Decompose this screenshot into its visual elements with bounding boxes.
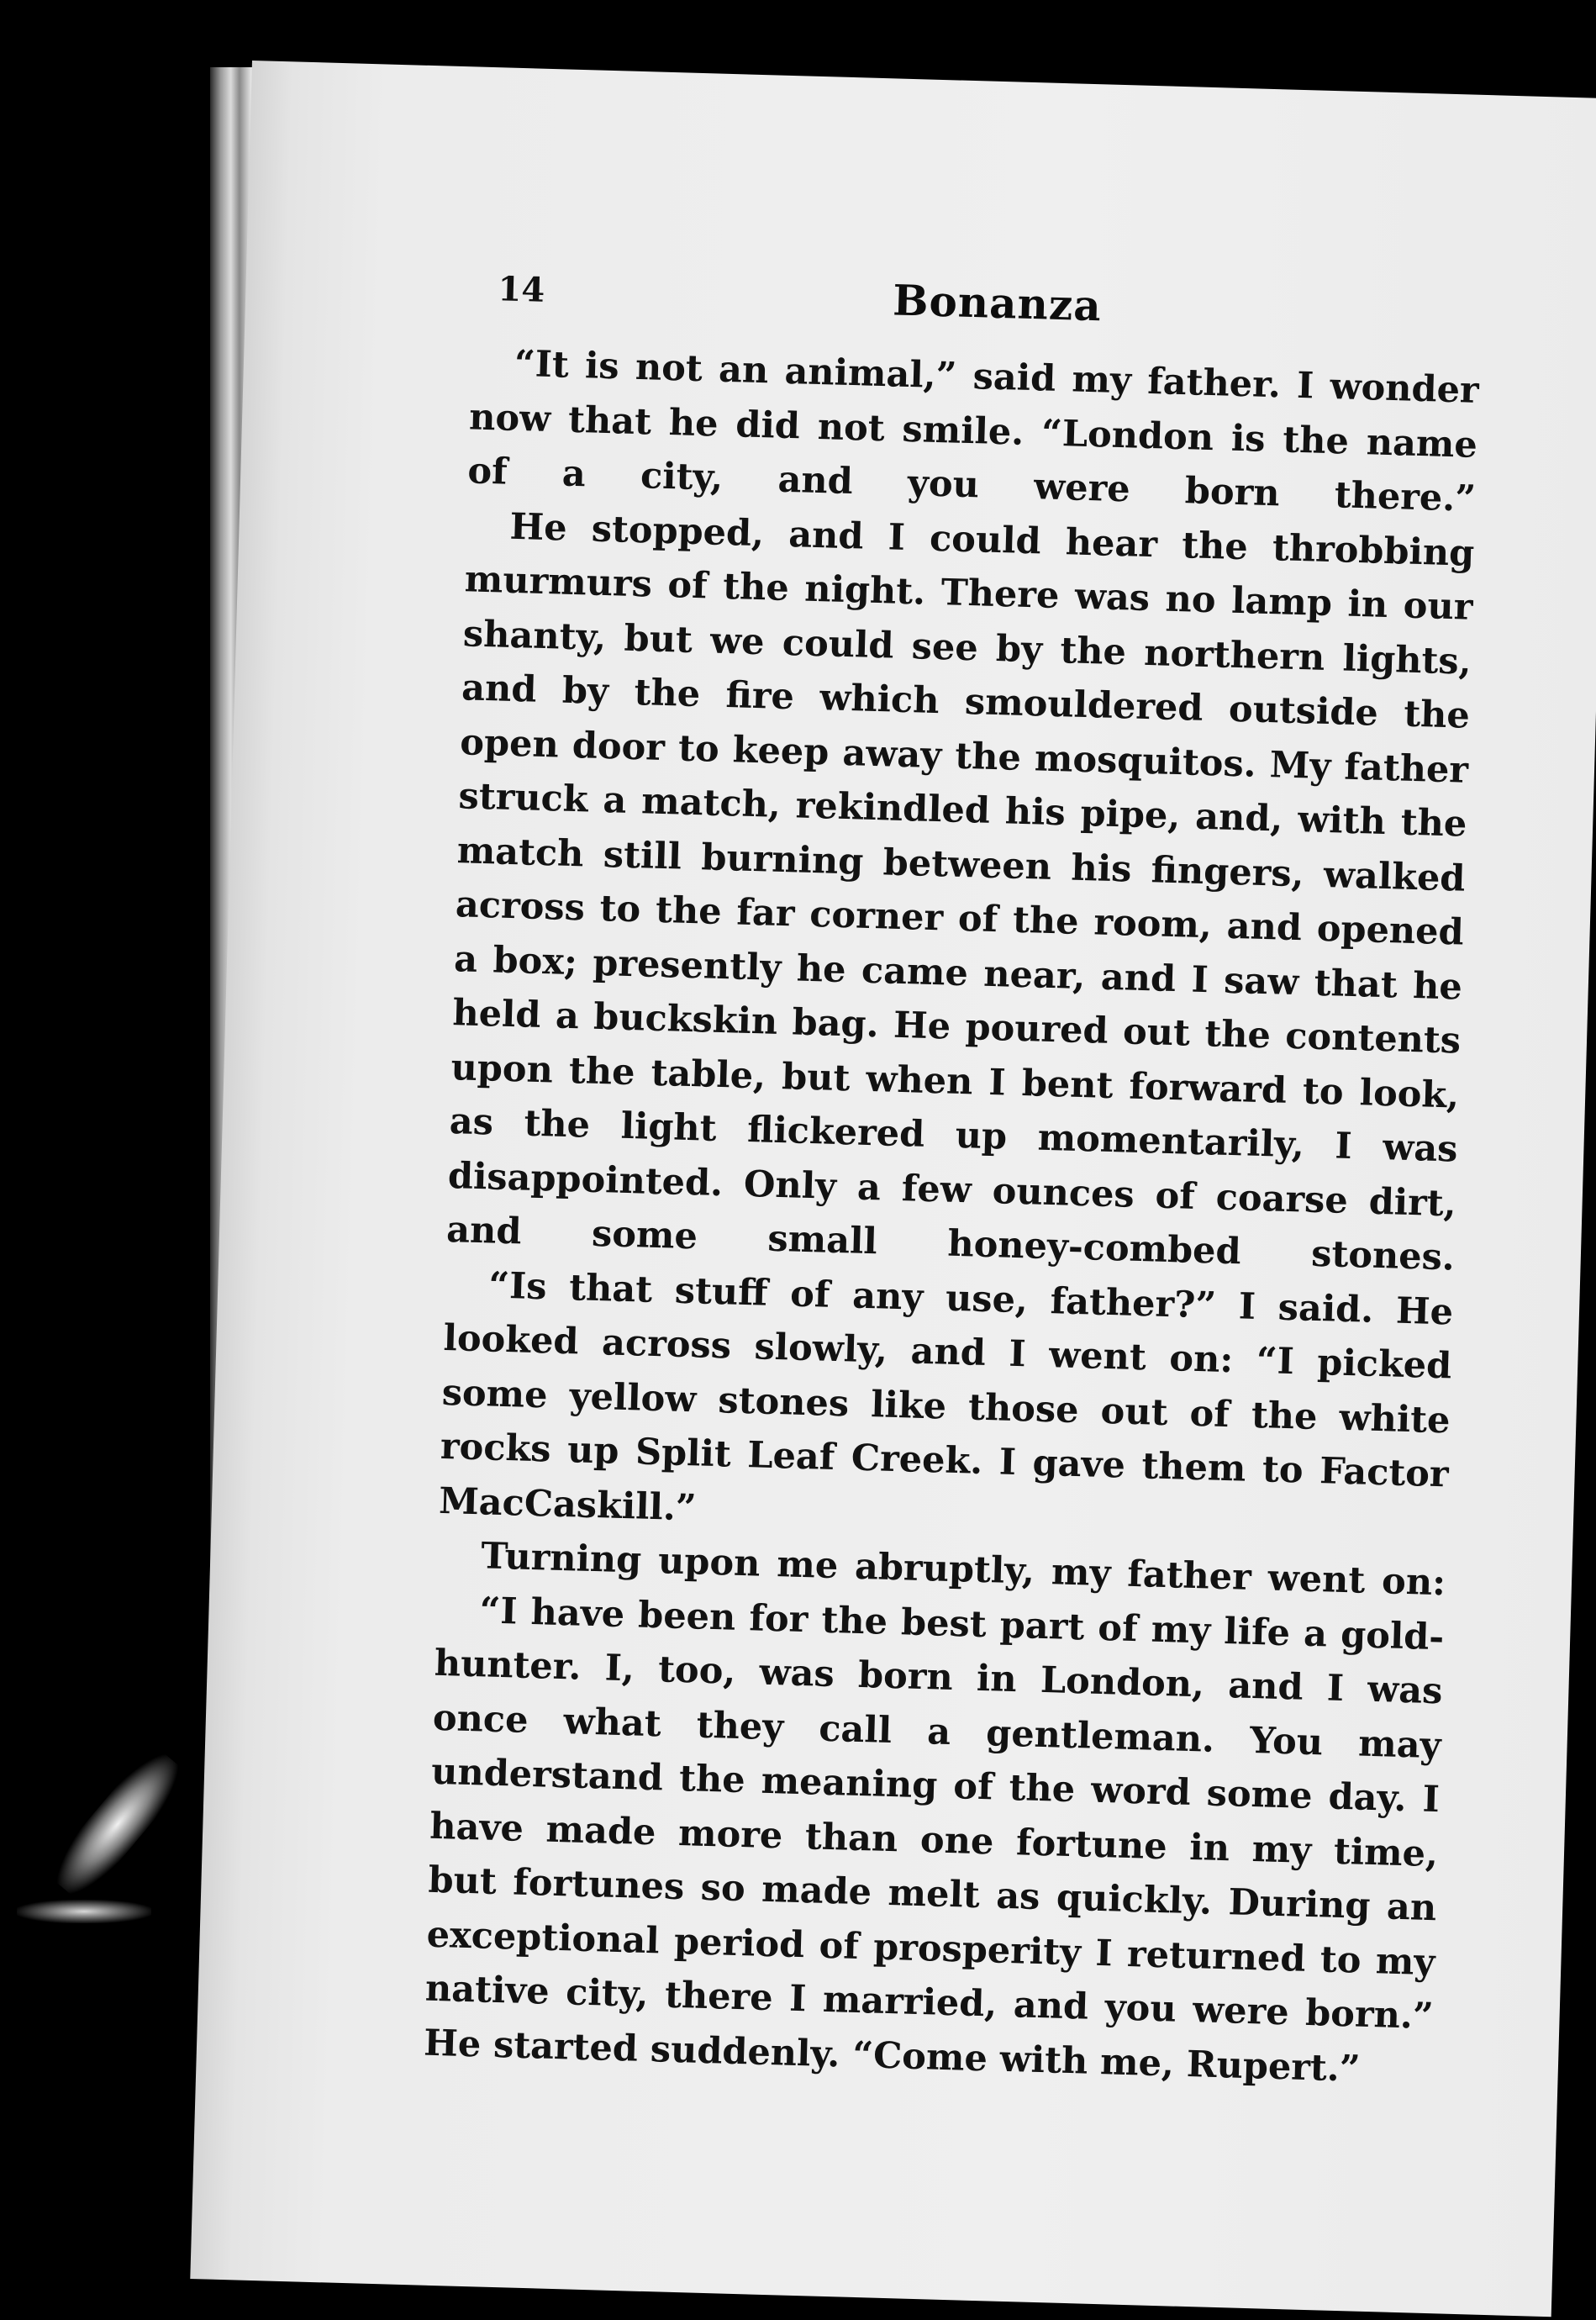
paragraph: “Is that stuff of any use, father?” I said. He looked across slowly, and I went on: “I picked some yellow stones like those out of the white rocks up Split Leaf Creek. I gave them to Factor MacCaskill.” <box>438 1263 1454 1529</box>
light-glare <box>45 1743 192 1905</box>
paragraph: “It is not an animal,” said my father. I wonder now that he did not smile. “London is the name of a city, and you were born there.” <box>466 342 1480 520</box>
body-text <box>423 335 1479 2098</box>
page-number: 14 <box>497 269 545 310</box>
book-page <box>190 61 1596 2317</box>
light-glare-secondary <box>17 1900 151 1923</box>
running-title: Bonanza <box>892 275 1103 331</box>
paragraph: He stopped, and I could hear the throbbing murmurs of the night. There was no lamp in our shanty, but we could see by the northern lights, and by the fire which smouldered outside the open door to keep away the mosquitos. My father struck a match, rekindled his pipe, and, with the match still burning between his fingers, walked across to the far corner of the room, and opened a box; presently he came near, and I saw that he held a buckskin bag. He poured out the contents upon the table, but when I bent forward to look, as the light flickered up momentarily, I was disappointed. Only a few ounces of coarse dirt, and some small honey-combed stones. <box>445 505 1475 1279</box>
paragraph: Turning upon me abruptly, my father went on: <box>480 1535 1446 1605</box>
paragraph: “I have been for the best part of my life a gold-hunter. I, too, was born in London, and I was once what they call a gentleman. You may understand the meaning of the word some day. I have made more than one fortune in my time, but fortunes so made melt as quickly. During an exceptional period of prosperity I returned to my native city, there I married, and you were born.” He started suddenly. “Come with me, Rupert.” <box>423 1589 1445 2091</box>
